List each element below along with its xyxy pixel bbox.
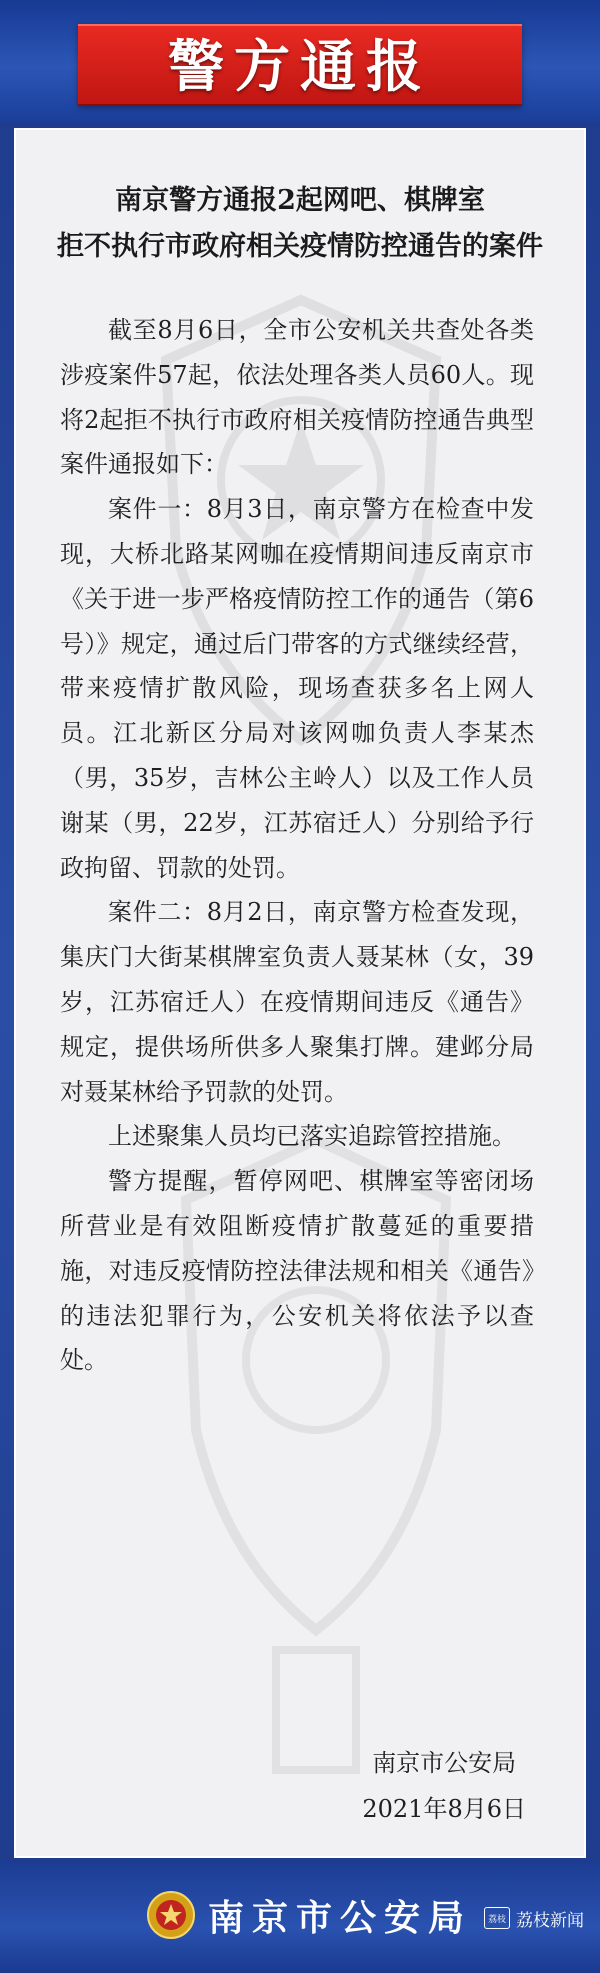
notice-paper (14, 128, 586, 1858)
poster-title: 警方通报 (168, 35, 432, 100)
article-title (36, 178, 564, 270)
police-emblem-icon (146, 1890, 196, 1940)
article-title-line1: 南京警方通报2起网吧、棋牌室 (115, 185, 485, 216)
article-body (60, 308, 534, 1383)
paragraph-intro: 截至8月6日，全市公安机关共查处各类涉疫案件57起，依法处理各类人员60人。现将2起拒不执行市政府相关疫情防控通告典型案件通报如下： (60, 316, 534, 479)
brand-watermark (484, 1904, 584, 1932)
paragraph-case-1: 案件一：8月3日，南京警方在检查中发现，大桥北路某网咖在疫情期间违反南京市《关于进一步严格疫情防控工作的通告（第6号）》规定，通过后门带客的方式继续经营，带来疫情扩散风险，现场查获多名上网人员。江北新区分局对该网咖负责人李某杰（男，35岁，吉林公主岭人）以及工作人员谢某（男，22岁，江苏宿迁人）分别给予行政拘留、罚款的处罚。 (60, 495, 534, 882)
signature-org: 南京市公安局 (372, 1749, 517, 1777)
signature-block (362, 1740, 526, 1832)
paragraph-reminder: 警方提醒，暂停网吧、棋牌室等密闭场所营业是有效阻断疫情扩散蔓延的重要措施，对违反疫情防控法律法规和相关《通告》的违法犯罪行为，公安机关将依法予以查处。 (60, 1167, 534, 1375)
article-title-line2: 拒不执行市政府相关疫情防控通告的案件 (57, 231, 543, 262)
signature-date: 2021年8月6日 (362, 1795, 526, 1823)
footer-org-name: 南京市公安局 (208, 1897, 473, 1939)
paragraph-tracking: 上述聚集人员均已落实追踪管控措施。 (108, 1122, 516, 1151)
brand-name: 荔枝新闻 (516, 1910, 584, 1931)
paragraph-case-2: 案件二：8月2日，南京警方检查发现，集庆门大街某棋牌室负责人聂某林（女，39岁，江苏宿迁人）在疫情期间违反《通告》规定，提供场所供多人聚集打牌。建邺分局对聂某林给予罚款的处罚。 (60, 898, 534, 1106)
brand-logo-icon: 荔枝 (484, 1907, 510, 1929)
